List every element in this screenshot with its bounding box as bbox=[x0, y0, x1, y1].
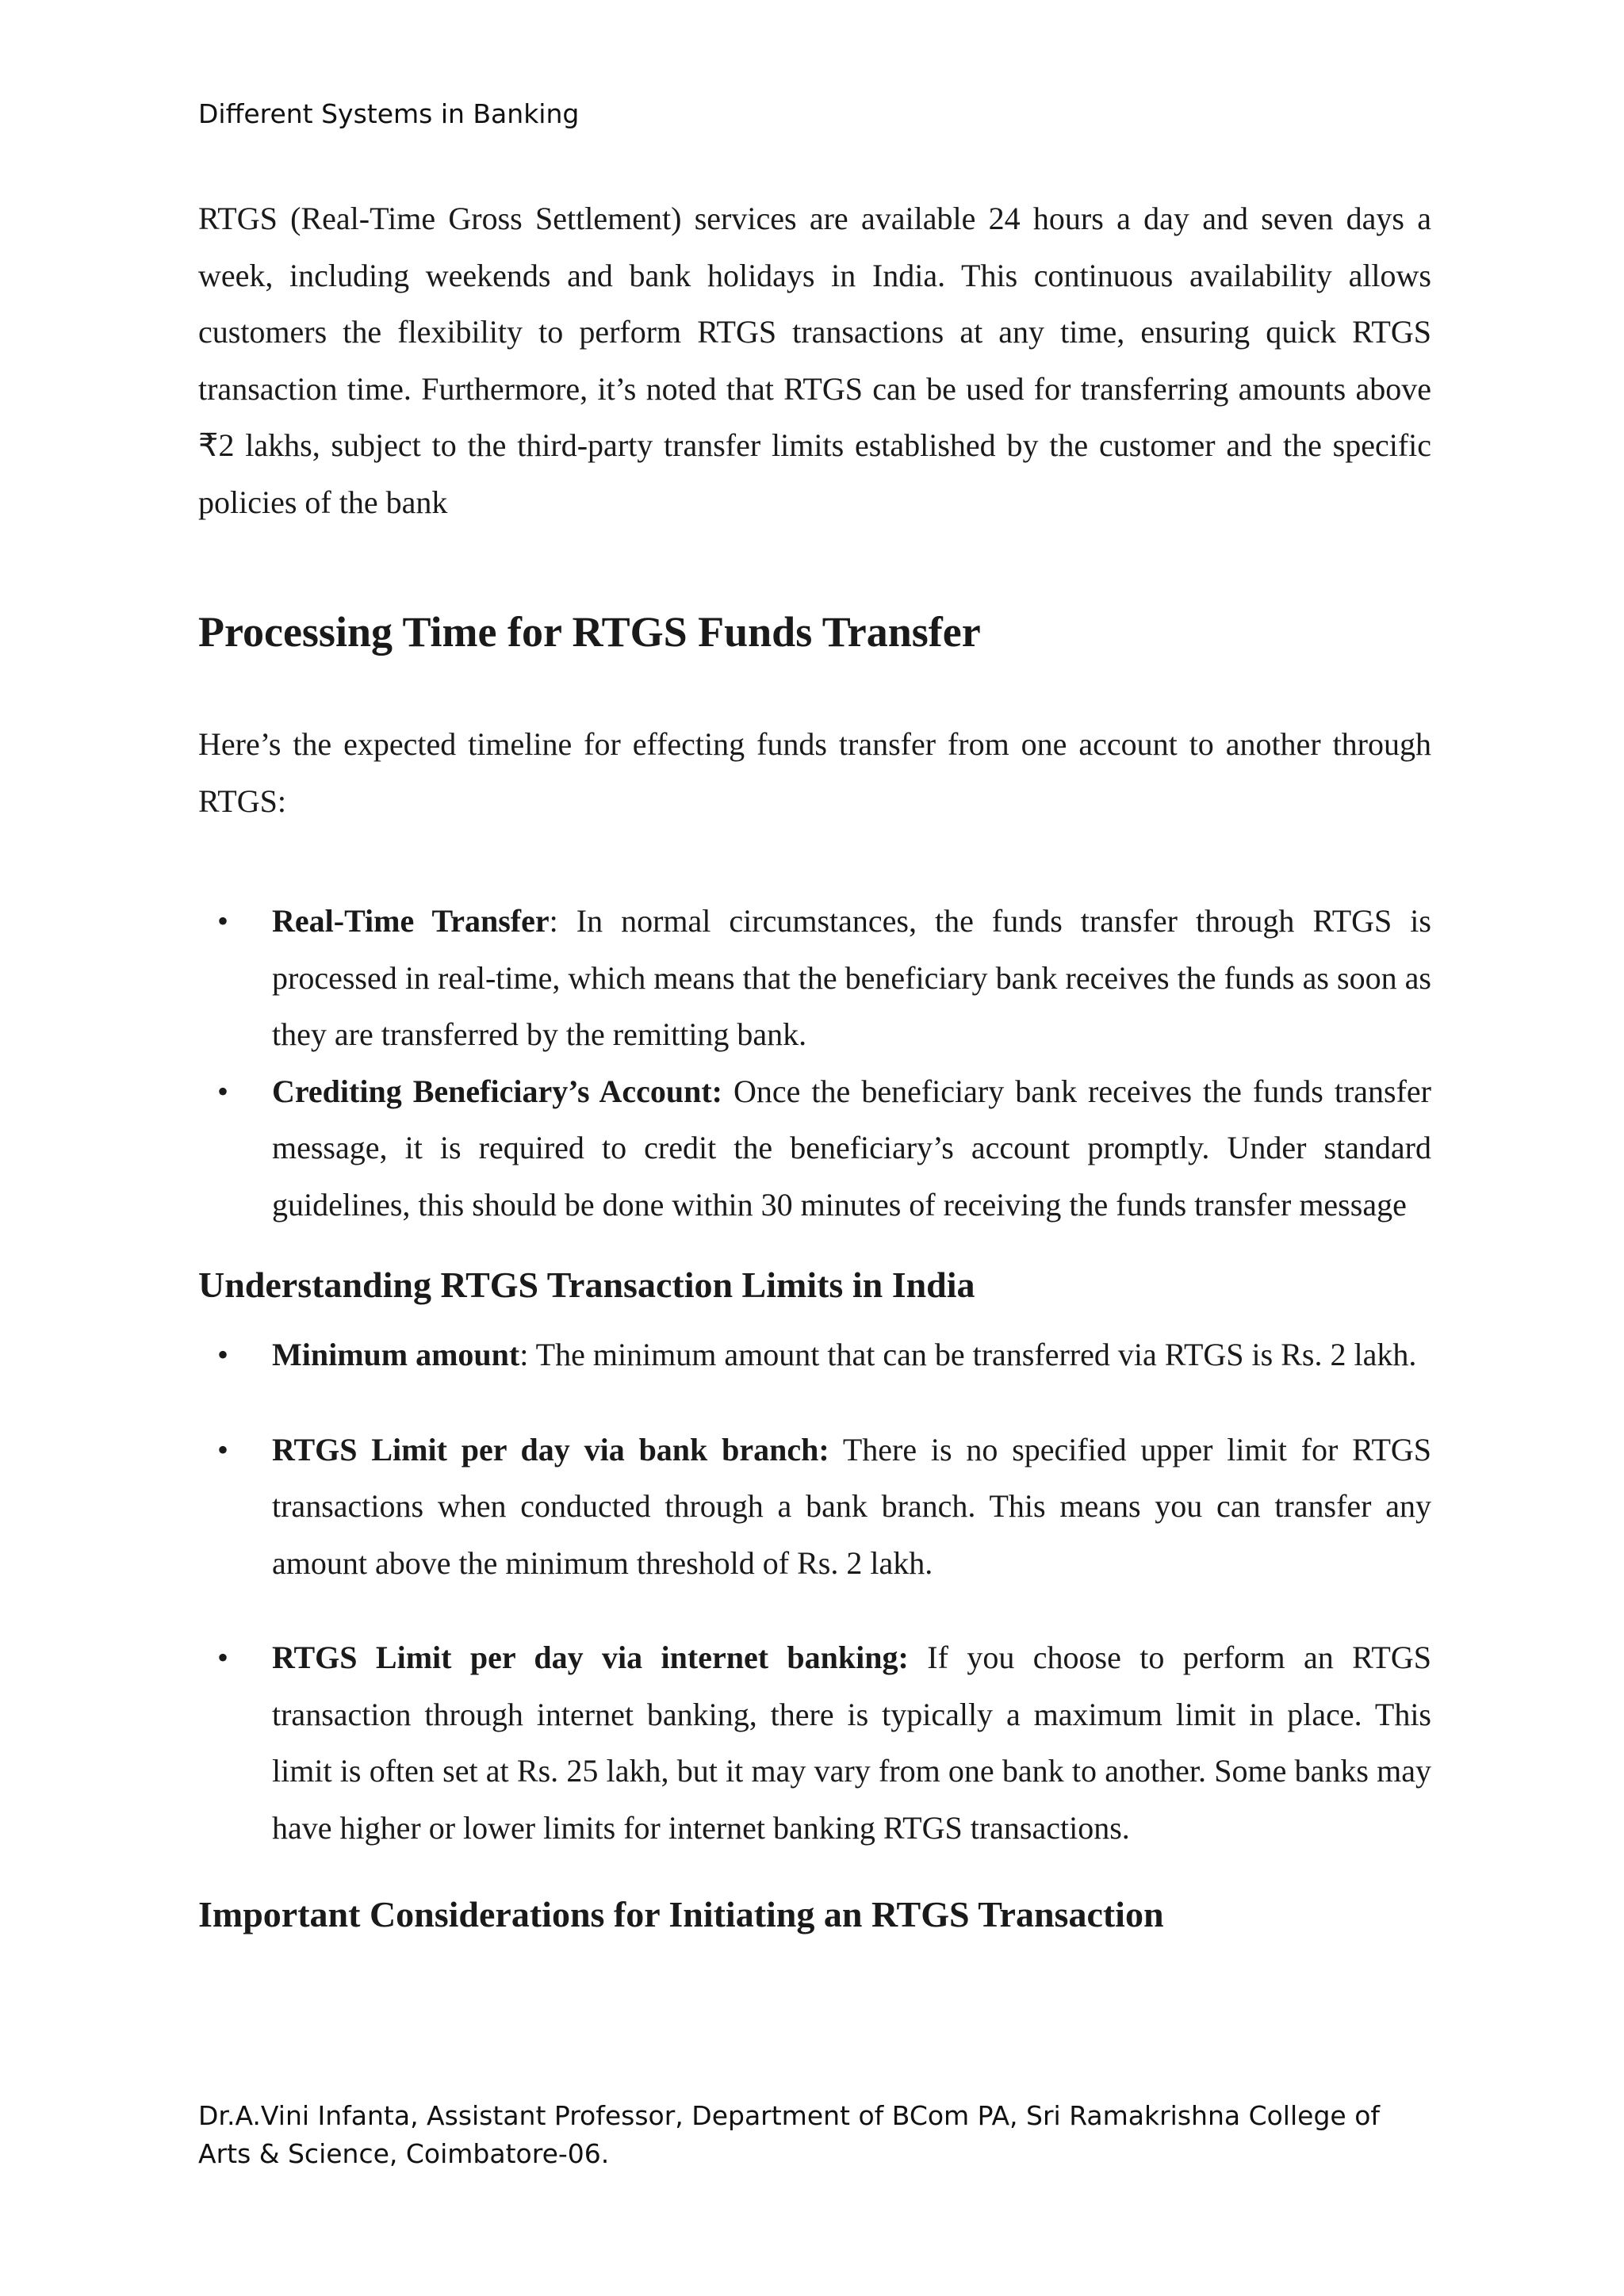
list-item-text: If you choose to perform an RTGS transaction through internet banking, there is typically a maximum limit in place. This limit is often set at Rs. 25 lakh, but it may vary from one bank to another. Some banks may have higher or lower limits for internet banking RTGS transactions. bbox=[272, 1640, 1432, 1846]
running-header: Different Systems in Banking bbox=[198, 98, 580, 129]
list-item-term: Real-Time Transfer bbox=[272, 903, 550, 939]
list-item bbox=[198, 1063, 1431, 1234]
bullet-icon: • bbox=[217, 1073, 229, 1109]
limits-heading: Understanding RTGS Transaction Limits in India bbox=[198, 1265, 975, 1305]
list-item-separator: : bbox=[519, 1337, 536, 1372]
list-item-term: Minimum amount bbox=[272, 1337, 520, 1372]
list-item-separator: : bbox=[549, 903, 576, 939]
list-item-text: There is no specified upper limit for RTGS transactions when conducted through a bank branch. This means you can transfer any amount above the minimum threshold of Rs. 2 lakh. bbox=[272, 1431, 1432, 1581]
processing-heading: Processing Time for RTGS Funds Transfer bbox=[198, 608, 981, 656]
list-item bbox=[198, 893, 1431, 1063]
list-item-separator bbox=[909, 1640, 927, 1675]
page-footer: Dr.A.Vini Infanta, Assistant Professor, Department of BCom PA, Sri Ramakrishna College of Arts & Science, Coimbatore-06. bbox=[198, 2100, 1380, 2169]
list-item bbox=[198, 1422, 1431, 1592]
bullet-icon: • bbox=[217, 1640, 229, 1675]
list-item-separator bbox=[829, 1432, 843, 1468]
intro-paragraph: RTGS (Real-Time Gross Settlement) services are available 24 hours a day and seven days a week, including weekends and bank holidays in India. This continuous availability allows customers the flexibility to perform RTGS transactions at any time, ensuring quick RTGS transaction time. Furthermore, it’s noted that RTGS can be used for transferring amounts above ₹2 lakhs, subject to the third-party transfer limits established by the customer and the specific policies of the bank bbox=[198, 201, 1431, 520]
bullet-icon: • bbox=[217, 1431, 229, 1468]
bullet-icon: • bbox=[217, 903, 229, 939]
list-item bbox=[198, 1629, 1431, 1856]
list-item-term: RTGS Limit per day via bank branch: bbox=[272, 1431, 829, 1468]
limits-list bbox=[198, 1326, 1431, 1856]
list-item bbox=[198, 1326, 1431, 1383]
processing-intro-paragraph: Here’s the expected timeline for effecting funds transfer from one account to another through RTGS: bbox=[198, 726, 1431, 819]
page-content bbox=[198, 190, 1431, 1937]
list-item-text: The minimum amount that can be transferred via RTGS is Rs. 2 lakh. bbox=[535, 1337, 1417, 1372]
list-item-text: Once the beneficiary bank receives the funds transfer message, it is required to credit the beneficiary’s account promptly. Under standard guidelines, this should be done within 30 minutes of receiving the funds transfer message bbox=[272, 1073, 1432, 1223]
list-item-text: In normal circumstances, the funds transfer through RTGS is processed in real-time, which means that the beneficiary bank receives the funds as soon as they are transferred by the remitting bank. bbox=[272, 903, 1431, 1052]
considerations-heading: Important Considerations for Initiating an RTGS Transaction bbox=[198, 1894, 1164, 1934]
list-item-separator bbox=[722, 1073, 733, 1109]
list-item-term: Crediting Beneficiary’s Account: bbox=[272, 1073, 722, 1109]
processing-list bbox=[198, 893, 1431, 1233]
list-item-term: RTGS Limit per day via internet banking: bbox=[272, 1640, 909, 1675]
bullet-icon: • bbox=[217, 1337, 229, 1372]
